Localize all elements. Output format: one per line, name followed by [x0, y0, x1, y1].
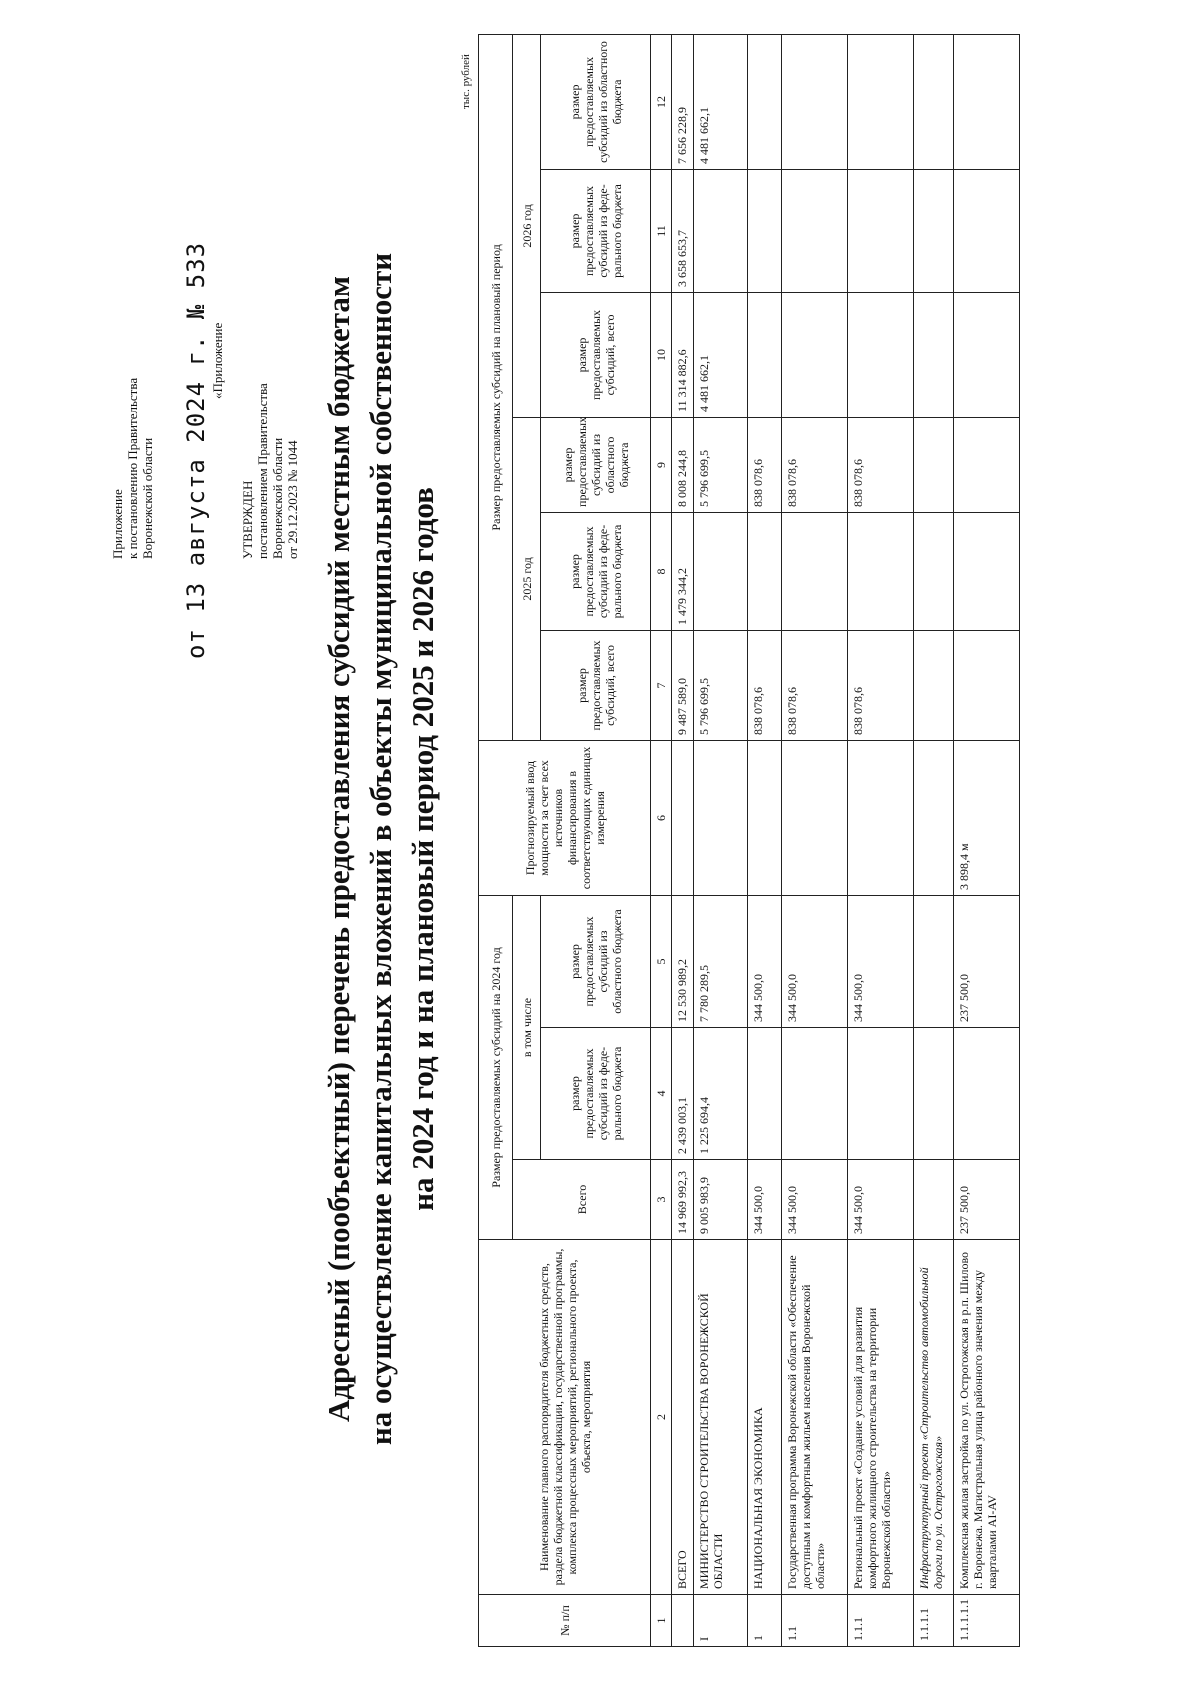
column-numbers-row	[651, 34, 672, 1646]
cell-capacity	[914, 740, 954, 895]
cell-obl-2024: 344 500,0	[848, 895, 914, 1027]
cell-total-2026	[782, 292, 848, 417]
row-name: Региональный проект «Создание условий для развития комфортного жилищного строительства на территории Воронежской области»	[848, 1240, 914, 1595]
header-2026: 2026 год	[513, 34, 541, 417]
header-obl-2024: размер предоставляемых субсидий из областного бюджета	[541, 895, 651, 1027]
cell-obl-2026: 7 656 228,9	[672, 34, 694, 169]
title-line: Адресный (пообъектный) перечень предоставления субсидий местным бюджетам	[321, 275, 356, 1423]
cell-fed-2024	[748, 1028, 782, 1160]
cell-obl-2025	[914, 417, 954, 512]
approved-line: Воронежской области	[270, 437, 285, 559]
cell-fed-2026	[954, 169, 1020, 292]
cell-capacity	[694, 740, 748, 895]
cell-fed-2025	[694, 512, 748, 630]
cell-fed-2025	[914, 512, 954, 630]
header-2025: 2025 год	[513, 417, 541, 740]
cell-total-2024: 344 500,0	[782, 1160, 848, 1240]
approved-line: постановлением Правительства	[255, 383, 270, 559]
cell-total-2026: 4 481 662,1	[694, 292, 748, 417]
cell-obl-2025: 8 008 244,8	[672, 417, 694, 512]
cell-total-2024: 344 500,0	[848, 1160, 914, 1240]
header-num: № п/п	[479, 1595, 651, 1647]
column-number: 12	[651, 34, 672, 169]
row-name: Государственная программа Воронежской области «Обеспечение доступным и комфортным жильем населения Воронежской области»	[782, 1240, 848, 1595]
approval-note	[110, 378, 155, 559]
header-fed-2026: размер предоставляемых субсидий из феде-рального бюджета	[541, 169, 651, 292]
header-incl: в том числе	[513, 895, 541, 1159]
approved-note	[240, 383, 300, 559]
cell-fed-2025	[782, 512, 848, 630]
units-label: тыс. рублей	[460, 54, 472, 109]
approved-line: УТВЕРЖДЕН	[240, 480, 255, 559]
header-obl-2026: размер предоставляемых субсидий из областного бюджета	[541, 34, 651, 169]
row-name: Инфраструктурный проект «Строительство автомобильной дороги по ул. Острогожская»	[914, 1240, 954, 1595]
cell-total-2025: 838 078,6	[748, 630, 782, 740]
cell-total-2026	[954, 292, 1020, 417]
approval-line: Воронежской области	[140, 437, 155, 559]
cell-fed-2024	[914, 1028, 954, 1160]
cell-obl-2024: 12 530 989,2	[672, 895, 694, 1027]
cell-obl-2025: 5 796 699,5	[694, 417, 748, 512]
header-total-2026: размер предоставляемых субсидий, всего	[541, 292, 651, 417]
cell-total-2025: 9 487 589,0	[672, 630, 694, 740]
table-row	[694, 34, 748, 1646]
header-fed-2025: размер предоставляемых субсидий из феде-рального бюджета	[541, 512, 651, 630]
cell-capacity	[782, 740, 848, 895]
cell-fed-2024: 2 439 003,1	[672, 1028, 694, 1160]
cell-total-2025: 5 796 699,5	[694, 630, 748, 740]
cell-total-2025	[954, 630, 1020, 740]
cell-capacity	[672, 740, 694, 895]
column-number: 10	[651, 292, 672, 417]
cell-fed-2025	[848, 512, 914, 630]
cell-fed-2026	[782, 169, 848, 292]
header-name: Наименование главного распорядителя бюджетных средств, раздела бюджетной классификации, государственной программы, комплекса процессных мероприятий, регионального проекта, объекта, мероприятия	[479, 1240, 651, 1595]
cell-total-2026: 11 314 882,6	[672, 292, 694, 417]
cell-capacity: 3 898,4 м	[954, 740, 1020, 895]
column-number: 4	[651, 1028, 672, 1160]
column-number: 8	[651, 512, 672, 630]
row-name: МИНИСТЕРСТВО СТРОИТЕЛЬСТВА ВОРОНЕЖСКОЙ ОБЛАСТИ	[694, 1240, 748, 1595]
header-capacity: Прогнозируемый ввод мощности за счет всех источников финансирования в соответствующих единицах измерения	[479, 740, 651, 895]
cell-total-2025	[914, 630, 954, 740]
row-num: 1.1.1.1.1	[954, 1595, 1020, 1647]
cell-fed-2026	[914, 169, 954, 292]
cell-obl-2026: 4 481 662,1	[694, 34, 748, 169]
table-row	[782, 34, 848, 1646]
cell-total-2024	[914, 1160, 954, 1240]
header-fed-2024: размер предоставляемых субсидий из феде-рального бюджета	[541, 1028, 651, 1160]
approval-line: Приложение	[110, 489, 125, 559]
cell-total-2024: 9 005 983,9	[694, 1160, 748, 1240]
cell-fed-2024	[954, 1028, 1020, 1160]
row-name: Комплексная жилая застройка по ул. Острогожская в р.п. Шилово г. Воронежа. Магистральная улица районного значения между кварталами AI-AV	[954, 1240, 1020, 1595]
cell-obl-2026	[748, 34, 782, 169]
row-num: I	[694, 1595, 748, 1647]
cell-obl-2024: 7 780 289,5	[694, 895, 748, 1027]
column-number: 6	[651, 740, 672, 895]
subsidies-table	[478, 34, 1020, 1647]
cell-fed-2026: 3 658 653,7	[672, 169, 694, 292]
approval-line: к постановлению Правительства	[125, 377, 140, 559]
header-total-2025: размер предоставляемых субсидий, всего	[541, 630, 651, 740]
cell-obl-2024	[914, 895, 954, 1027]
cell-fed-2025	[954, 512, 1020, 630]
header-obl-2025: размер предоставляемых субсидий из областного бюджета	[541, 417, 651, 512]
cell-fed-2026	[694, 169, 748, 292]
cell-total-2025: 838 078,6	[782, 630, 848, 740]
title-line: на 2024 год и на плановый период 2025 и 2026 годов	[405, 487, 440, 1211]
row-num: 1.1	[782, 1595, 848, 1647]
cell-total-2024: 14 969 992,3	[672, 1160, 694, 1240]
cell-total-2026	[748, 292, 782, 417]
cell-fed-2025	[748, 512, 782, 630]
cell-obl-2025	[954, 417, 1020, 512]
cell-capacity	[748, 740, 782, 895]
header-plan: Размер предоставляемых субсидий на плановый период	[479, 34, 513, 740]
cell-obl-2026	[782, 34, 848, 169]
cell-obl-2025: 838 078,6	[782, 417, 848, 512]
cell-fed-2024	[782, 1028, 848, 1160]
cell-total-2026	[914, 292, 954, 417]
row-num	[672, 1595, 694, 1647]
cell-obl-2025: 838 078,6	[848, 417, 914, 512]
column-number: 9	[651, 417, 672, 512]
table-row	[914, 34, 954, 1646]
column-number: 1	[651, 1595, 672, 1647]
cell-obl-2024: 344 500,0	[748, 895, 782, 1027]
row-name: НАЦИОНАЛЬНАЯ ЭКОНОМИКА	[748, 1240, 782, 1595]
decree-date: от 13 августа 2024 г. № 533	[182, 241, 210, 659]
header-total: Всего	[513, 1160, 651, 1240]
title-line: на осуществление капитальных вложений в объекты муниципальной собственности	[363, 252, 398, 1446]
column-number: 7	[651, 630, 672, 740]
cell-obl-2026	[914, 34, 954, 169]
cell-total-2024: 237 500,0	[954, 1160, 1020, 1240]
row-num: 1.1.1.1	[914, 1595, 954, 1647]
header-2024: Размер предоставляемых субсидий на 2024 год	[479, 895, 513, 1239]
cell-fed-2025: 1 479 344,2	[672, 512, 694, 630]
approved-line: от 29.12.2023 № 1044	[285, 440, 300, 559]
cell-fed-2024: 1 225 694,4	[694, 1028, 748, 1160]
document-title	[318, 59, 444, 1639]
table-row	[748, 34, 782, 1646]
cell-obl-2025: 838 078,6	[748, 417, 782, 512]
cell-fed-2026	[748, 169, 782, 292]
cell-obl-2024: 344 500,0	[782, 895, 848, 1027]
appendix-label: «Приложение	[210, 322, 225, 399]
column-number: 11	[651, 169, 672, 292]
cell-fed-2026	[848, 169, 914, 292]
cell-obl-2026	[954, 34, 1020, 169]
row-num: 1.1.1	[848, 1595, 914, 1647]
cell-total-2026	[848, 292, 914, 417]
column-number: 2	[651, 1240, 672, 1595]
cell-capacity	[848, 740, 914, 895]
cell-total-2025: 838 078,6	[848, 630, 914, 740]
row-num: 1	[748, 1595, 782, 1647]
column-number: 5	[651, 895, 672, 1027]
column-number: 3	[651, 1160, 672, 1240]
table-row	[848, 34, 914, 1646]
cell-total-2024: 344 500,0	[748, 1160, 782, 1240]
cell-obl-2026	[848, 34, 914, 169]
row-name: ВСЕГО	[672, 1240, 694, 1595]
table-row	[954, 34, 1020, 1646]
cell-fed-2024	[848, 1028, 914, 1160]
table-row	[672, 34, 694, 1646]
cell-obl-2024: 237 500,0	[954, 895, 1020, 1027]
